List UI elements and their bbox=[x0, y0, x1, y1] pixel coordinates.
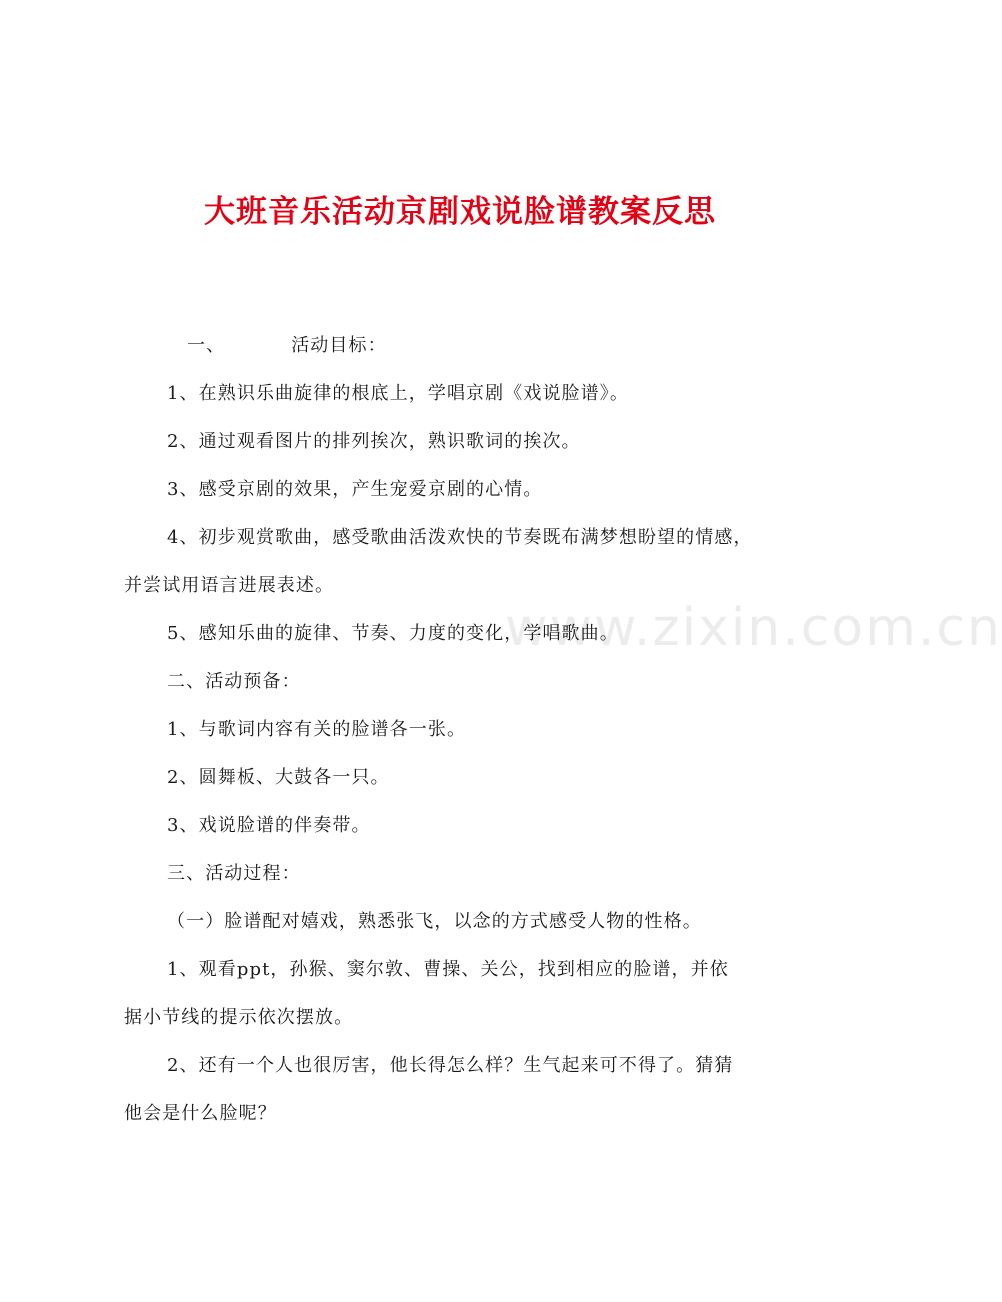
paragraph-line: 2、圆舞板、大鼓各一只。 bbox=[167, 767, 390, 788]
paragraph-line-continuation: 他会是什么脸呢？ bbox=[124, 1103, 277, 1124]
paragraph-line-continuation: 并尝试用语言进展表述。 bbox=[124, 575, 335, 596]
paragraph-line: 1、在熟识乐曲旋律的根底上，学唱京剧《戏说脸谱》。 bbox=[167, 383, 629, 404]
section-heading-objectives bbox=[187, 333, 387, 359]
watermark: www.zixin.com.cn bbox=[505, 598, 1002, 658]
paragraph-line: 3、感受京剧的效果，产生宠爱京剧的心情。 bbox=[167, 479, 543, 500]
paragraph-line-continuation: 据小节线的提示依次摆放。 bbox=[124, 1007, 354, 1028]
paragraph-line: 1、观看ppt，孙猴、窦尔敦、曹操、关公，找到相应的脸谱，并依 bbox=[167, 959, 729, 980]
paragraph-line: 2、还有一个人也很厉害，他长得怎么样？生气起来可不得了。猜猜 bbox=[167, 1055, 734, 1076]
document-title: 大班音乐活动京剧戏说脸谱教案反思 bbox=[204, 194, 716, 230]
paragraph-line: 4、初步观赏歌曲，感受歌曲活泼欢快的节奏既布满梦想盼望的情感， bbox=[167, 527, 753, 548]
section-number: 一、 bbox=[187, 335, 226, 356]
section-heading-process: 三、活动过程： bbox=[167, 863, 301, 884]
paragraph-line: 5、感知乐曲的旋律、节奏、力度的变化，学唱歌曲。 bbox=[167, 623, 619, 644]
section-label: 活动目标： bbox=[291, 335, 387, 356]
section-heading-preparation: 二、活动预备： bbox=[167, 671, 301, 692]
paragraph-line: 2、通过观看图片的排列挨次，熟识歌词的挨次。 bbox=[167, 431, 581, 452]
subsection-heading: （一）脸谱配对嬉戏，熟悉张飞，以念的方式感受人物的性格。 bbox=[167, 911, 702, 932]
paragraph-line: 1、与歌词内容有关的脸谱各一张。 bbox=[167, 719, 467, 740]
paragraph-line: 3、戏说脸谱的伴奏带。 bbox=[167, 815, 371, 836]
